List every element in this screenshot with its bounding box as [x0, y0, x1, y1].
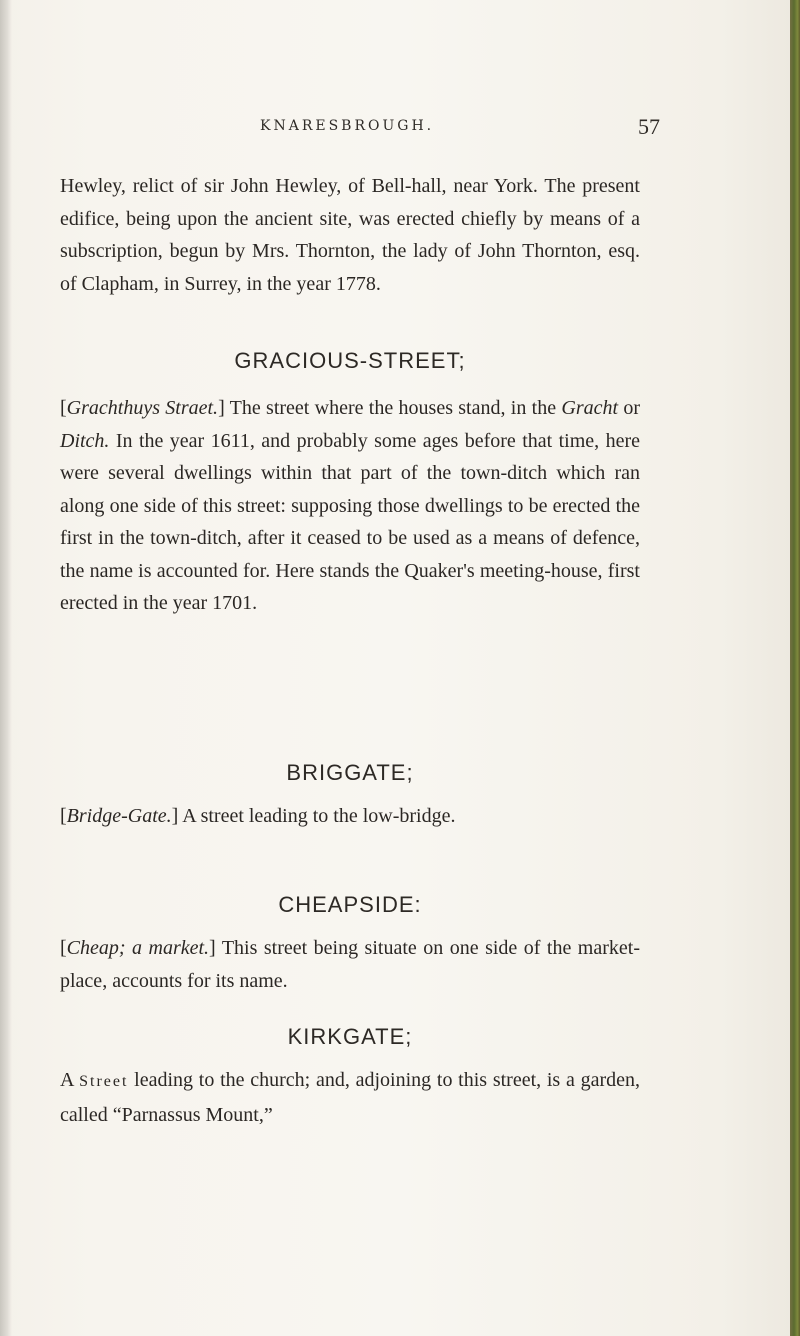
page-gutter-shadow [0, 0, 12, 1336]
body-text: or [618, 397, 641, 419]
paragraph-text [60, 932, 640, 997]
bracket-close: ] [218, 397, 225, 419]
etymology-text: Cheap; a market. [66, 937, 210, 959]
paragraph-cheapside [60, 932, 640, 997]
lead-word-smallcaps: Street [79, 1073, 129, 1090]
etymology-text: Grachthuys Straet. [66, 397, 219, 419]
lead-letter: A [60, 1069, 80, 1091]
bracket-close: ] [209, 937, 216, 959]
etymology-text: Bridge-Gate. [66, 805, 172, 827]
heading-cheapside: CHEAPSIDE: [278, 892, 422, 917]
page-number: 57 [638, 114, 660, 139]
body-text: This street being situate on one side of the market-place, accounts for its name. [60, 937, 640, 992]
paragraph-gracious-street [60, 392, 640, 620]
paragraph-text [60, 1064, 640, 1131]
paragraph-text: Hewley, relict of sir John Hewley, of Bell-hall, near York. The present edifice, being upon the ancient site, was erected chiefly by means of a subscription, begun by Mrs. Thornton, the lady of John Thornton, esq. of Clapham, in Surrey, in the year 1778. [60, 175, 640, 295]
body-text: leading to the church; and, adjoining to this street, is a garden, called “Parnassus Mount,” [60, 1069, 640, 1126]
body-text: A street leading to the low-bridge. [178, 805, 456, 827]
heading-briggate: BRIGGATE; [286, 760, 414, 785]
page-header [60, 114, 660, 148]
bracket-open: [ [60, 937, 67, 959]
bracket-open: [ [60, 805, 67, 827]
italic-term: Gracht [561, 397, 619, 419]
running-head: KNARESBROUGH. [260, 118, 435, 134]
body-text: The street where the houses stand, in the [224, 397, 562, 419]
paragraph-kirkgate [60, 1064, 640, 1131]
italic-term: Ditch. [60, 429, 110, 452]
bracket-close: ] [171, 805, 179, 827]
book-cover-edge [790, 0, 800, 1336]
paragraph-briggate [60, 800, 640, 833]
heading-kirkgate: KIRKGATE; [287, 1024, 413, 1049]
paragraph-text [60, 800, 640, 833]
body-text: In the year 1611, and probably some ages before that time, here were several dwellings within that part of the town-ditch which ran along one side of this street: supposing those dwellings to be erected the first in the town-ditch, after it ceased to be used as a means of defence, the name is accounted for. Here stands the Quaker's meeting-house, first erected in the year 1701. [60, 429, 640, 614]
heading-gracious-street: GRACIOUS-STREET; [234, 348, 466, 373]
bracket-open: [ [60, 397, 67, 419]
paragraph-continuation [60, 170, 640, 300]
paragraph-text [60, 392, 640, 620]
